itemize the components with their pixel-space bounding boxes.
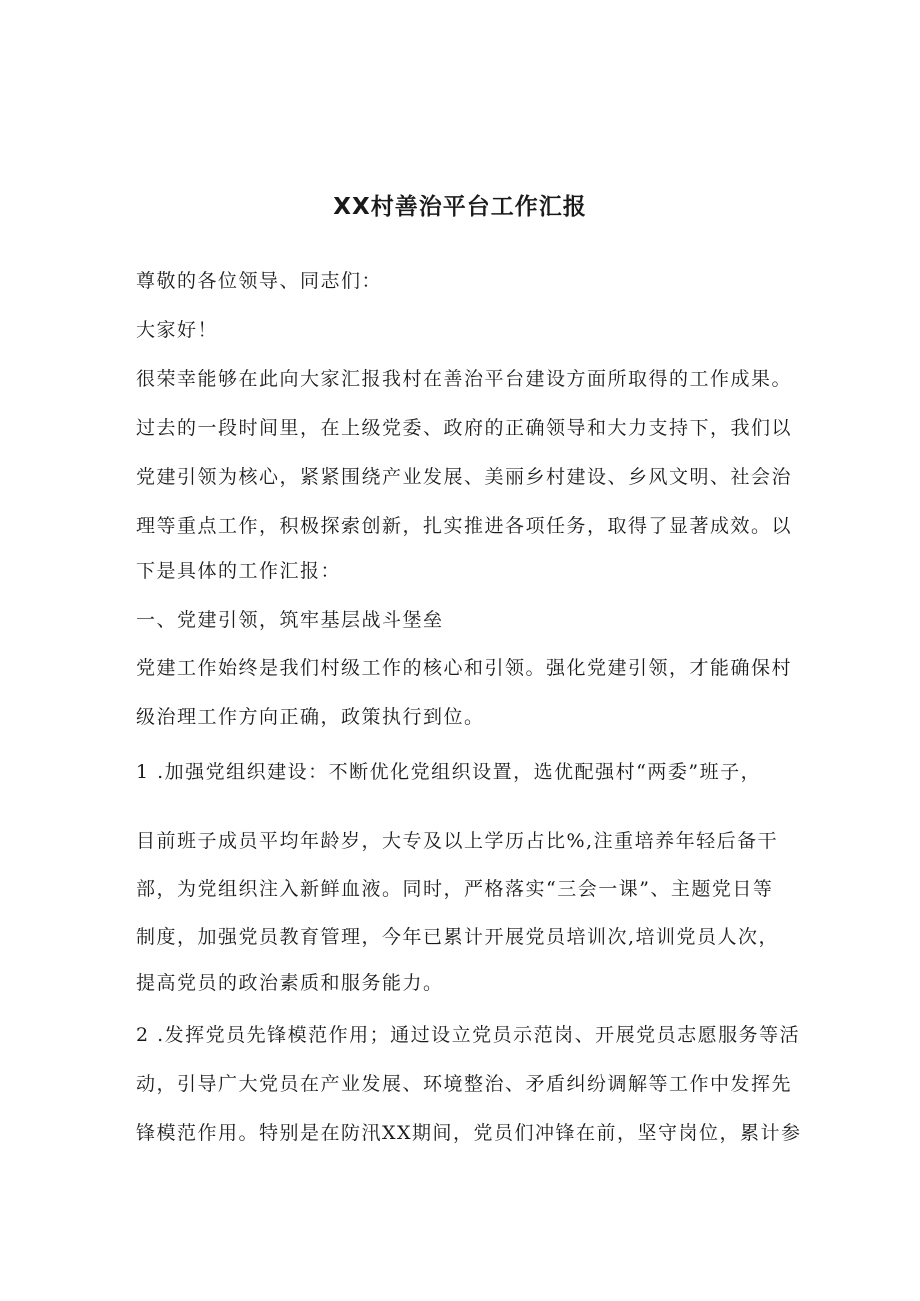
- paragraph-line: 制度，加强党员教育管理，今年已累计开展党员培训次,培训党员人次，: [136, 926, 780, 948]
- paragraph-line: 理等重点工作，积极探索创新，扎实推进各项任务，取得了显著成效。以: [136, 515, 793, 537]
- section-heading: 一、党建引领，筑牢基层战斗堡垒: [136, 609, 444, 631]
- list-item-line: 1 .加强党组织建设：不断优化党组织设置，选优配强村“两委”班子，: [136, 761, 762, 783]
- paragraph-line: 动，引导广大党员在产业发展、环境整治、矛盾纠纷调解等工作中发挥先: [136, 1073, 793, 1095]
- paragraph-line: 级治理工作方向正确，政策执行到位。: [136, 706, 485, 728]
- paragraph-line: 锋模范作用。特别是在防汛XX期间，党员们冲锋在前，坚守岗位，累计参: [136, 1122, 802, 1144]
- paragraph-line: 部，为党组织注入新鲜血液。同时，严格落实“三会一课”、主题党日等: [136, 878, 774, 900]
- document-title: XX村善治平台工作汇报: [333, 194, 587, 220]
- salutation: 尊敬的各位领导、同志们：: [136, 270, 383, 292]
- paragraph-line: 提高党员的政治素质和服务能力。: [136, 972, 444, 994]
- paragraph-line: 党建工作始终是我们村级工作的核心和引领。强化党建引领，才能确保村: [136, 657, 793, 679]
- paragraph-line: 下是具体的工作汇报：: [136, 560, 342, 582]
- paragraph-line: 目前班子成员平均年龄岁，大专及以上学历占比%,注重培养年轻后备干: [136, 830, 779, 852]
- list-item-line: 2 .发挥党员先锋模范作用；通过设立党员示范岗、开展党员志愿服务等活: [136, 1024, 801, 1046]
- paragraph-line: 很荣幸能够在此向大家汇报我村在善治平台建设方面所取得的工作成果。: [136, 368, 793, 390]
- greeting: 大家好！: [136, 319, 219, 341]
- paragraph-line: 过去的一段时间里，在上级党委、政府的正确领导和大力支持下，我们以: [136, 417, 793, 439]
- paragraph-line: 党建引领为核心，紧紧围绕产业发展、美丽乡村建设、乡风文明、社会治: [136, 466, 793, 488]
